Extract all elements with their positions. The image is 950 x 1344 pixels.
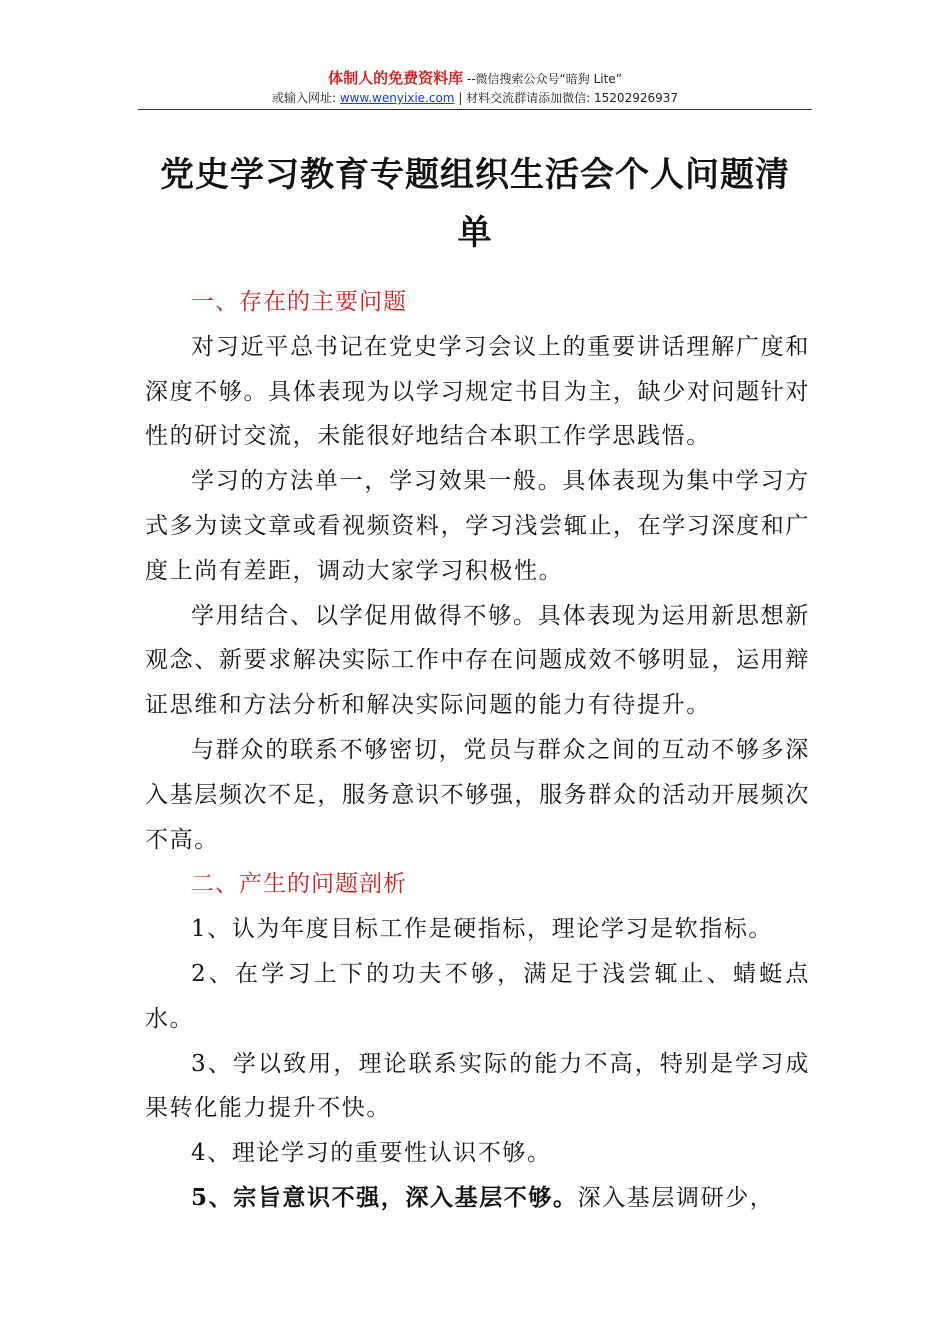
problem-paragraph: 学习的方法单一，学习效果一般。具体表现为集中学习方式多为读文章或看视频资料，学习浅尝辄止，在学习深度和广度上尚有差距，调动大家学习积极性。 [145,468,810,584]
problem-paragraph: 学用结合、以学促用做得不够。具体表现为运用新思想新观念、新要求解决实际工作中存在问题成效不够明显，运用辩证思维和方法分析和解决实际问题的能力有待提升。 [145,602,810,719]
analysis-item: 4、理论学习的重要性认识不够。 [191,1140,552,1167]
problem-paragraph: 与群众的联系不够密切，党员与群众之间的互动不够多深入基层频次不足，服务意识不够强，服务群众的活动开展频次不高。 [145,736,810,853]
header-divider [138,109,812,110]
section-heading-problems: 一、存在的主要问题 [191,289,407,315]
analysis-item: 1、认为年度目标工作是硬指标，理论学习是软指标。 [191,916,774,943]
analysis-item-5 [145,1176,810,1221]
problem-paragraph: 对习近平总书记在党史学习会议上的重要讲话理解广度和深度不够。具体表现为以学习规定书目为主，缺少对问题针对性的研讨交流，未能很好地结合本职工作学思践悟。 [145,333,810,450]
analysis-item-5-lead: 5、宗旨意识不强，深入基层不够。 [191,1183,578,1211]
header-brand: 体制人的免费资料库 [328,69,464,87]
analysis-item-5-text: 深入基层调研少， [577,1184,775,1211]
document-body [145,280,810,1221]
header-contact-line [138,89,812,107]
header-url-prefix: 或输入网址: [271,91,340,105]
section-heading-analysis: 二、产生的问题剖析 [191,871,407,898]
analysis-item: 3、学以致用，理论联系实际的能力不高，特别是学习成果转化能力提升不快。 [145,1050,810,1122]
header-tagline: --微信搜索公众号“暗狗 Lite” [463,72,622,86]
header-url-link[interactable]: www.wenyixie.com [339,91,455,105]
analysis-item: 2、在学习上下的功夫不够，满足于浅尝辄止、蜻蜓点水。 [145,960,810,1032]
header-brand-line [138,68,812,89]
header-contact: | 材料交流群请添加微信: 15202926937 [454,91,679,105]
page-header [138,68,812,107]
document-title: 党史学习教育专题组织生活会个人问题清单 [160,155,790,253]
